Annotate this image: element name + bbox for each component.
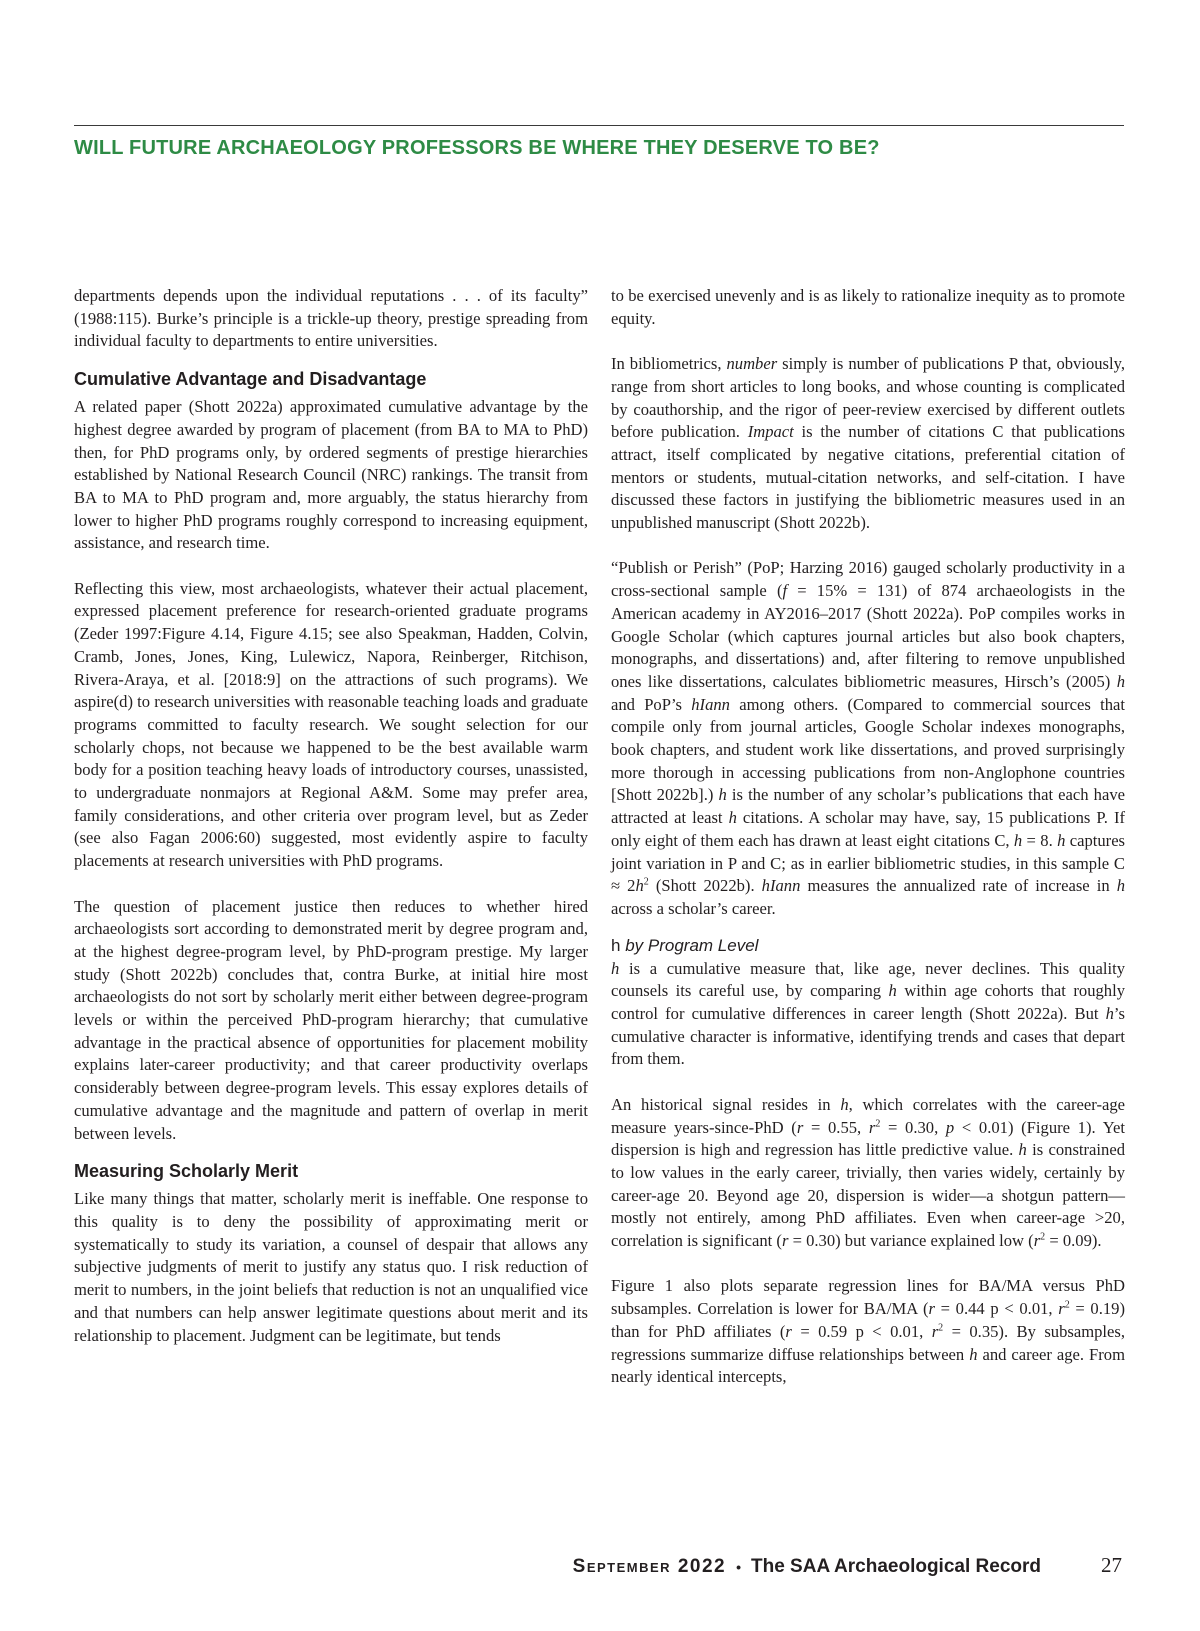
right-column — [611, 285, 1125, 1389]
paragraph: Like many things that matter, scholarly merit is ineffable. One response to this quality is to deny the possibility of approximating merit or systematically to study its variation, a counsel of despair that allows any subjective judgments of merit to justify any status quo. I risk reduction of merit to numbers, in the joint beliefs that reduction is not an unqualified vice and that numbers can help answer legitimate questions about merit and its relationship to placement. Judgment can be legitimate, but tends — [74, 1189, 588, 1345]
page-footer — [573, 1553, 1122, 1578]
paragraph: The question of placement justice then reduces to whether hired archaeologists sort according to demonstrated merit by degree program and, at the highest degree-program level, by PhD-program prestige. My larger study (Shott 2022b) concludes that, contra Burke, at initial hire most archaeologists do not sort by scholarly merit either between degree-program levels or within the perceived PhD-program hierarchy; that cumulative advantage in the practical absence of opportunities for placement mobility explains later-career productivity; and that career productivity overlaps considerably between degree-program levels. This essay explores details of cumulative advantage and the magnitude and pattern of overlap in merit between levels. — [74, 896, 588, 1143]
paragraph: departments depends upon the individual reputations . . . of its faculty” (1988:115). Burke’s principle is a trickle-up theory, prestige spreading from individual faculty to departments to entire universities. — [74, 286, 588, 351]
paragraph: “Publish or Perish” (PoP; Harzing 2016) gauged scholarly productivity in a cross-sectional sample (f = 15% = 131) of 874 archaeologists in the American academy in AY2016–2017 (Shott 2022a). PoP compiles works in Google Scholar (which captures journal articles but also book chapters, monographs, and dissertations) and, after filtering to remove unpublished ones like dissertations, calculates bibliometric measures, Hirsch’s (2005) h and PoP’s hIann among others. (Compared to commercial sources that compile only from journal articles, Google Scholar indexes monographs, book chapters, and student work like dissertations, and proved surprisingly more thorough in accessing publications from non-Anglophone countries [Shott 2022b].) h is the number of any scholar’s publications that each have attracted at least h citations. A scholar may have, say, 15 publications P. If only eight of them each has drawn at least eight citations C, h = 8. h captures joint variation in P and C; as in earlier bibliometric studies, in this sample $C \approx 2h^2$ (Shott 2022b). hIann measures the annualized rate of increase in h across a scholar’s career. — [611, 558, 1126, 918]
paragraph: h is a cumulative measure that, like age, never declines. This quality counsels its careful use, by comparing h within age cohorts that roughly control for cumulative differences in career length (Shott 2022a). But h’s cumulative character is informative, identifying trends and cases that depart from them. — [611, 958, 1126, 1069]
left-column — [74, 285, 588, 1347]
running-title: WILL FUTURE ARCHAEOLOGY PROFESSORS BE WHERE THEY DESERVE TO BE? — [74, 137, 880, 159]
paragraph: A related paper (Shott 2022a) approximated cumulative advantage by the highest degree awarded by program of placement (from BA to MA to PhD) then, for PhD programs only, by ordered segments of prestige hierarchies established by National Research Council (NRC) rankings. The transit from BA to MA to PhD program and, more arguably, the status hierarchy from lower to higher PhD programs roughly correspond to increasing equipment, assistance, and research time. — [74, 397, 588, 553]
footer-bullet: • — [736, 1559, 741, 1575]
paragraph: to be exercised unevenly and is as likely to rationalize inequity as to promote equity. — [611, 286, 1125, 328]
paragraph: In bibliometrics, number simply is number of publications P that, obviously, range from short articles to long books, and whose counting is complicated by coauthorship, and the rigor of peer-review exercised by different outlets before publication. Impact is the number of citations C that publications attract, itself complicated by negative citations, preferential citation of mentors or students, mutual-citation networks, and self-citation. I have discussed these factors in justifying the bibliometric measures used in an unpublished manuscript (Shott 2022b). — [611, 354, 1125, 533]
footer-date: September 2022 — [572, 1556, 727, 1577]
paragraph: Figure 1 also plots separate regression lines for BA/MA versus PhD subsamples. Correlation is lower for BA/MA (r = 0.44 p < 0.01, $r^2 = 0.19$) than for PhD affiliates (r = 0.59 p < 0.01, $r^2 = 0.35$). By subsamples, regressions summarize diffuse relationships between h and career age. From nearly identical intercepts, — [611, 1276, 1126, 1387]
paragraph: Reflecting this view, most archaeologists, whatever their actual placement, expressed placement preference for research-oriented graduate programs (Zeder 1997:Figure 4.14, Figure 4.15; see also Speakman, Hadden, Colvin, Cramb, Jones, Jones, King, Lulewicz, Napora, Reinberger, Ritchison, Rivera-Araya, et al. [2018:9] on the attractions of such programs). We aspire(d) to research universities with reasonable teaching loads and graduate programs committed to faculty research. We sought selection for our scholarly chops, not because we happened to be the best available warm body for a position teaching heavy loads of introductory courses, unassisted, to undergraduate nonmajors at Regional A&M. Some may prefer area, family considerations, and other criteria over program level, but as Zeder (see also Fagan 2006:60) suggested, most evidently aspire to faculty placements at research universities with PhD programs. — [74, 578, 588, 871]
footer-journal-name: The SAA Archaeological Record — [751, 1556, 1041, 1577]
subsection-heading-h-by-program-level: h by Program Level — [611, 935, 759, 955]
section-heading-measuring-merit: Measuring Scholarly Merit — [74, 1161, 299, 1182]
header-rule — [74, 125, 1124, 126]
paragraph: An historical signal resides in h, which correlates with the career-age measure years-since-PhD (r = 0.55, $r^2 = 0.30$, p < 0.01) (Figure 1). Yet dispersion is high and regression has little predictive value. h is constrained to low values in the early career, trivially, then varies widely, certainly by career-age 20. Beyond age 20, dispersion is wider—a shotgun pattern—mostly not entirely, among PhD affiliates. Even when career-age >20, correlation is significant (r = 0.30) but variance explained low $(r^2 = 0.09)$. — [611, 1094, 1126, 1251]
section-heading-cumulative-advantage: Cumulative Advantage and Disadvantage — [74, 369, 427, 390]
page-number: 27 — [1101, 1553, 1122, 1577]
